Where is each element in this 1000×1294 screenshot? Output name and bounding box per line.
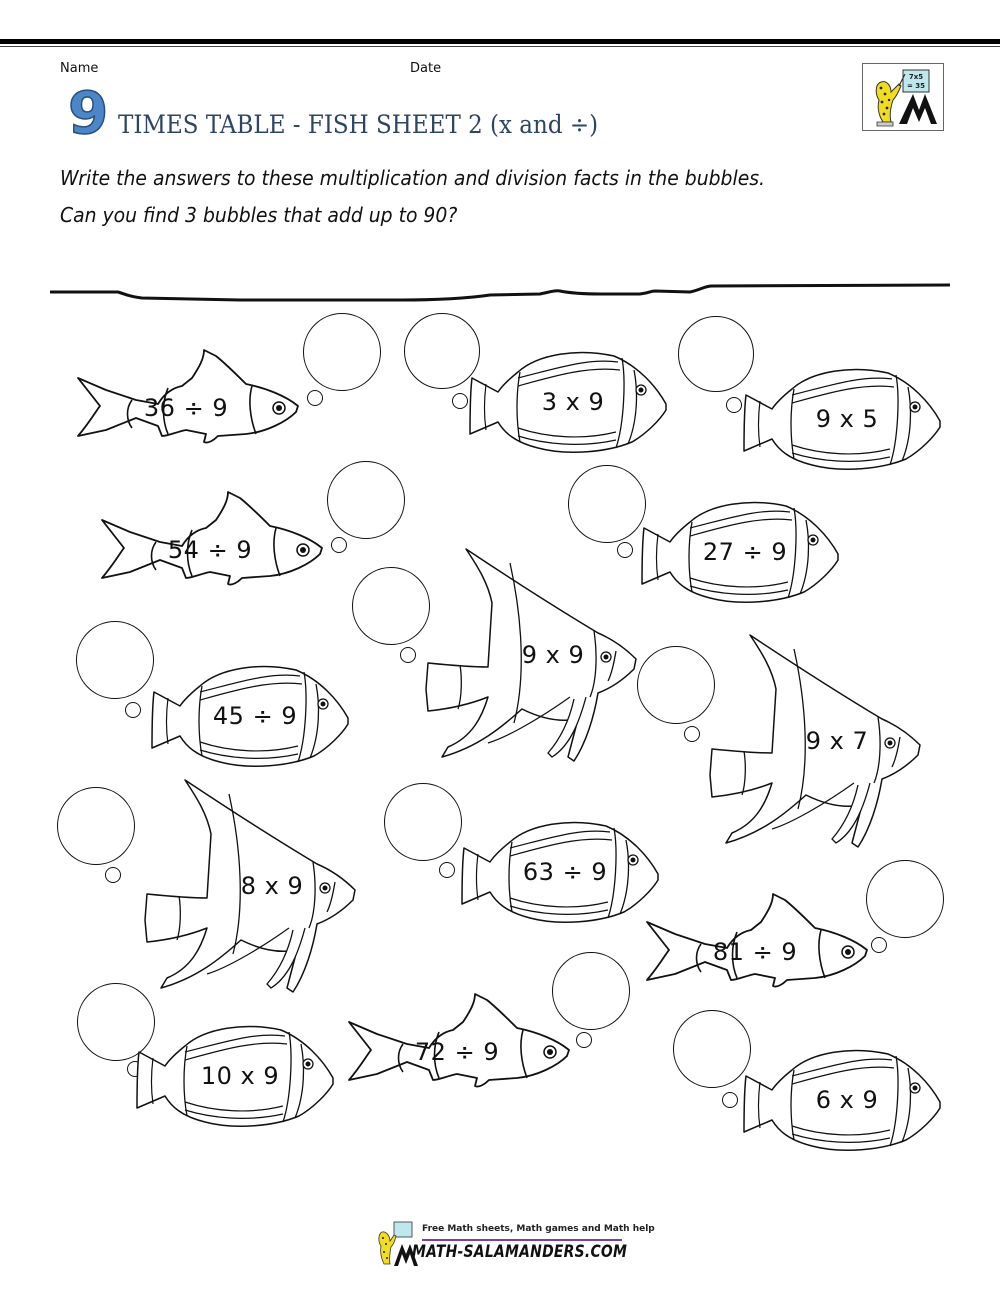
math-fact: 10 x 9 [200, 1062, 280, 1090]
math-fact: 9 x 5 [815, 405, 879, 433]
answer-bubble[interactable] [303, 313, 381, 391]
fish-simple [100, 490, 330, 582]
top-border-rule-thin [0, 46, 1000, 47]
fish-simple [645, 892, 875, 984]
math-fact: 81 ÷ 9 [712, 938, 798, 966]
math-fact: 45 ÷ 9 [212, 702, 298, 730]
fish-round [742, 1048, 942, 1152]
footer-tagline: Free Math sheets, Math games and Math help [422, 1224, 655, 1234]
salamander-teacher-icon [863, 64, 943, 130]
fish-round [460, 820, 660, 924]
answer-bubble[interactable] [327, 461, 405, 539]
math-fact: 9 x 7 [805, 727, 869, 755]
math-fact: 6 x 9 [815, 1086, 879, 1114]
fish-simple [347, 992, 577, 1084]
fish-simple [76, 348, 306, 440]
svg-text:7x5: 7x5 [908, 73, 924, 81]
answer-bubble[interactable] [866, 860, 944, 938]
answer-bubble[interactable] [57, 787, 135, 865]
top-border-rule [0, 39, 1000, 44]
water-surface-line [0, 270, 1000, 310]
answer-bubble[interactable] [568, 465, 646, 543]
fish-angel [702, 633, 922, 853]
fish-round [135, 1024, 335, 1128]
small-bubble [452, 393, 468, 409]
svg-text:= 35: = 35 [906, 82, 926, 90]
math-fact: 3 x 9 [541, 388, 605, 416]
small-bubble [331, 537, 347, 553]
small-bubble [105, 867, 121, 883]
small-bubble [726, 397, 742, 413]
salamander-logo [862, 63, 944, 131]
answer-bubble[interactable] [384, 783, 462, 861]
fish-round [742, 367, 942, 471]
fish-angel [137, 778, 357, 998]
title-text: TIMES TABLE - FISH SHEET 2 (x and ÷) [118, 110, 599, 139]
fish-angel [418, 547, 638, 767]
name-label: Name [60, 61, 99, 76]
math-fact: 54 ÷ 9 [167, 536, 253, 564]
math-fact: 63 ÷ 9 [522, 858, 608, 886]
small-bubble [684, 726, 700, 742]
math-fact: 8 x 9 [240, 872, 304, 900]
answer-bubble[interactable] [76, 621, 154, 699]
page-title [68, 79, 640, 147]
small-bubble [307, 390, 323, 406]
footer-site-link[interactable]: MATH-SALAMANDERS.COM [412, 1242, 628, 1262]
fish-round [468, 350, 668, 454]
instruction-line-1: Write the answers to these multiplication and division facts in the bubbles. [60, 166, 766, 190]
math-fact: 72 ÷ 9 [414, 1038, 500, 1066]
footer-divider [422, 1239, 622, 1241]
small-bubble [722, 1092, 738, 1108]
small-bubble [439, 862, 455, 878]
math-fact: 36 ÷ 9 [143, 394, 229, 422]
fish-round [150, 664, 350, 768]
small-bubble [400, 647, 416, 663]
instruction-line-2: Can you find 3 bubbles that add up to 90? [60, 203, 458, 227]
math-fact: 9 x 9 [521, 641, 585, 669]
footer-logo [372, 1220, 655, 1270]
small-bubble [125, 702, 141, 718]
fish-round [640, 500, 840, 604]
answer-bubble[interactable] [673, 1010, 751, 1088]
date-label: Date [410, 61, 442, 76]
small-bubble [576, 1032, 592, 1048]
times-table-number: 9 [68, 79, 107, 147]
math-fact: 27 ÷ 9 [702, 538, 788, 566]
